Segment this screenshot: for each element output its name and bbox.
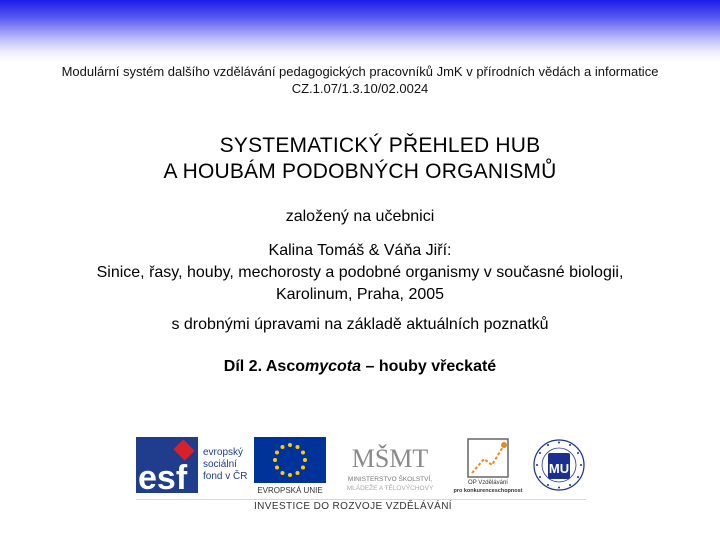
eu-flag-icon xyxy=(254,437,326,495)
reference-book: Sinice, řasy, houby, mechorosty a podobné organismy v současné biologii, xyxy=(96,264,624,281)
header-program-line: Modulární systém dalšího vzdělávání pedagogických pracovníků JmK v přírodních vědách a informatice CZ.1.07/1.3.10/02.0024 xyxy=(61,64,659,96)
esf-logo-graphic xyxy=(136,437,248,493)
op-caption: pro konkurenceschopnost xyxy=(453,488,523,493)
esf-mark: esf xyxy=(138,459,188,493)
reference-authors: Kalina Tomáš & Váňa Jiří: xyxy=(268,242,452,259)
eu-caption: EVROPSKÁ UNIE xyxy=(257,486,323,495)
part-heading xyxy=(0,357,720,377)
page-title xyxy=(0,133,720,185)
investment-strip xyxy=(136,499,586,513)
msmt-logo xyxy=(335,433,445,493)
esf-line3: fond v ČR xyxy=(203,471,248,482)
investment-caption: INVESTICE DO ROZVOJE VZDĚLÁVÁNÍ xyxy=(254,501,452,512)
modifications-note: s drobnými úpravami na základě aktuálních poznatků xyxy=(171,316,549,333)
op-logo xyxy=(450,437,526,493)
msmt-line1: MINISTERSTVO ŠKOLSTVÍ, xyxy=(347,476,433,483)
title-line-2: A HOUBÁM PODOBNÝCH ORGANISMŮ xyxy=(163,160,557,183)
mu-seal-icon xyxy=(532,433,586,497)
eu-logo xyxy=(254,437,326,495)
subtitle: založený na učebnici xyxy=(285,208,435,225)
esf-line2: sociální xyxy=(203,459,237,470)
title-line-1: SYSTEMATICKÝ PŘEHLED HUB xyxy=(219,134,541,157)
mu-mark: MU xyxy=(548,461,570,476)
part-prefix: Díl 2. Asco xyxy=(223,358,305,375)
part-italic: mycota xyxy=(305,358,362,375)
book-reference xyxy=(0,240,720,306)
reference-publisher: Karolinum, Praha, 2005 xyxy=(275,286,445,303)
esf-line1: evropský xyxy=(203,447,244,458)
mu-logo xyxy=(532,433,586,497)
msmt-logo-graphic xyxy=(335,433,445,493)
msmt-line2: MLÁDEŽE A TĚLOVÝCHOVY xyxy=(346,485,434,492)
msmt-mark: MŠMT xyxy=(351,444,429,473)
esf-logo xyxy=(136,437,248,493)
op-mark: OP Vzdělávání xyxy=(468,480,508,486)
part-suffix: – houby vřeckaté xyxy=(361,358,497,375)
op-logo-graphic xyxy=(450,437,526,493)
